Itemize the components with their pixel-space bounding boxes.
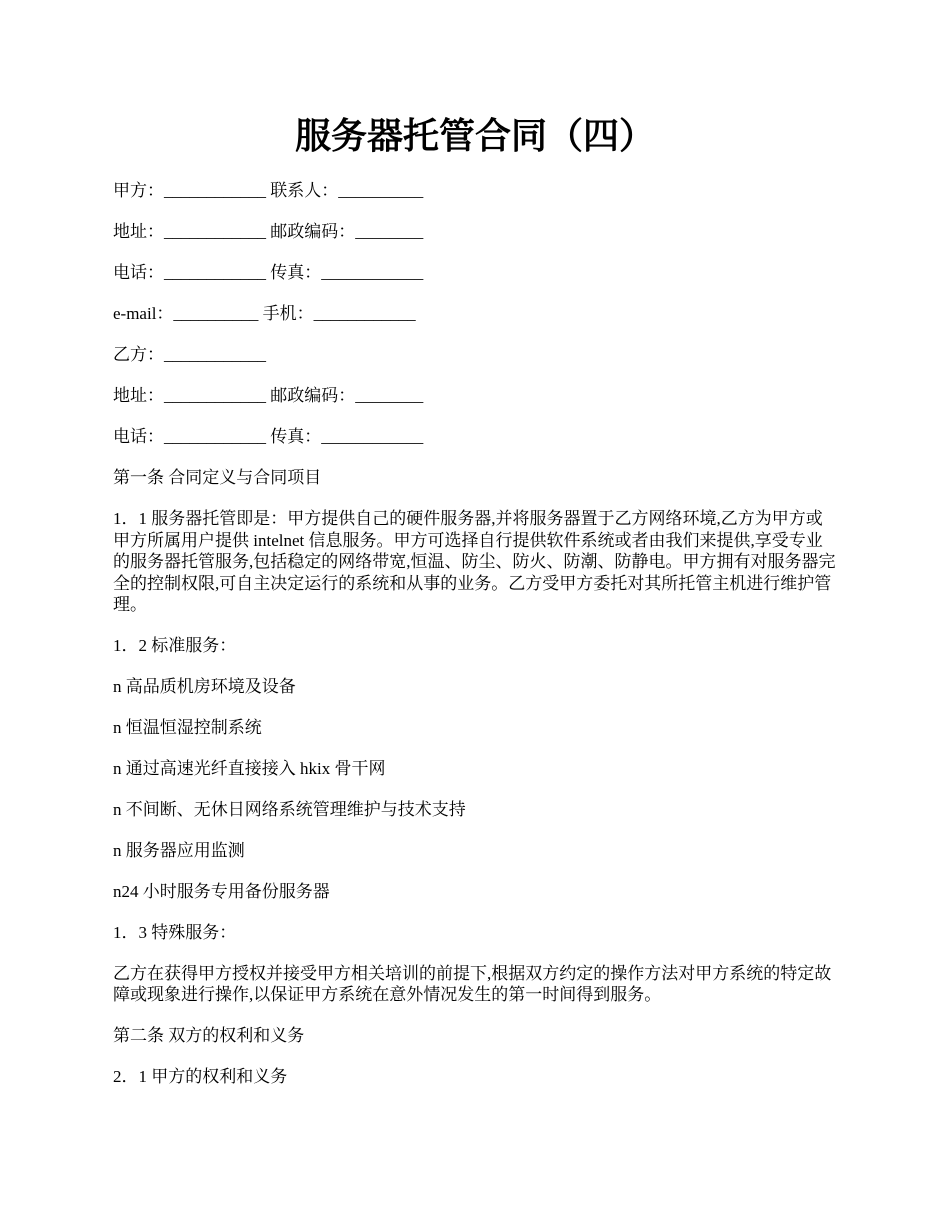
clause-1-3-body: 乙方在获得甲方授权并接受甲方相关培训的前提下,根据双方约定的操作方法对甲方系统的特定故障或现象进行操作,以保证甲方系统在意外情况发生的第一时间得到服务。 <box>113 963 832 1004</box>
list-item: n 服务器应用监测 <box>113 840 245 860</box>
list-item: n 恒温恒湿控制系统 <box>113 717 262 737</box>
list-item: n 不间断、无休日网络系统管理维护与技术支持 <box>113 799 466 819</box>
party-a-address-line: 地址：____________ 邮政编码：________ <box>113 222 424 241</box>
list-item: n 高品质机房环境及设备 <box>113 676 296 696</box>
clause-2-1-heading: 2．1 甲方的权利和义务 <box>113 1066 288 1086</box>
clause-1-3-heading: 1．3 特殊服务： <box>113 922 237 942</box>
article-1-heading: 第一条 合同定义与合同项目 <box>113 468 322 487</box>
party-a-line: 甲方：____________ 联系人：__________ <box>113 181 424 200</box>
list-item: n 通过高速光纤直接接入 hkix 骨干网 <box>113 758 386 778</box>
document-body <box>113 180 838 1107</box>
party-b-address-line: 地址：____________ 邮政编码：________ <box>113 386 424 405</box>
clause-1-2-heading: 1．2 标准服务： <box>113 635 237 655</box>
party-a-phone-line: 电话：____________ 传真：____________ <box>113 263 424 282</box>
party-a-email-line: e-mail：__________ 手机：____________ <box>113 304 416 323</box>
party-b-phone-line: 电话：____________ 传真：____________ <box>113 427 424 446</box>
clause-1-1: 1．1 服务器托管即是：甲方提供自己的硬件服务器,并将服务器置于乙方网络环境,乙方为甲方或甲方所属用户提供 intelnet 信息服务。甲方可选择自行提供软件系统或者由我们来提供,享受专业的服务器托管服务,包括稳定的网络带宽,恒温、防尘、防火、防潮、防静电。甲方拥有对服务器完全的控制权限,可自主决定运行的系统和从事的业务。乙方受甲方委托对其所托管主机进行维护管理。 <box>113 509 836 614</box>
article-2-heading: 第二条 双方的权利和义务 <box>113 1025 305 1045</box>
document-title: 服务器托管合同（四） <box>294 116 655 157</box>
party-b-line: 乙方：____________ <box>113 345 266 364</box>
list-item: n24 小时服务专用备份服务器 <box>113 881 330 901</box>
